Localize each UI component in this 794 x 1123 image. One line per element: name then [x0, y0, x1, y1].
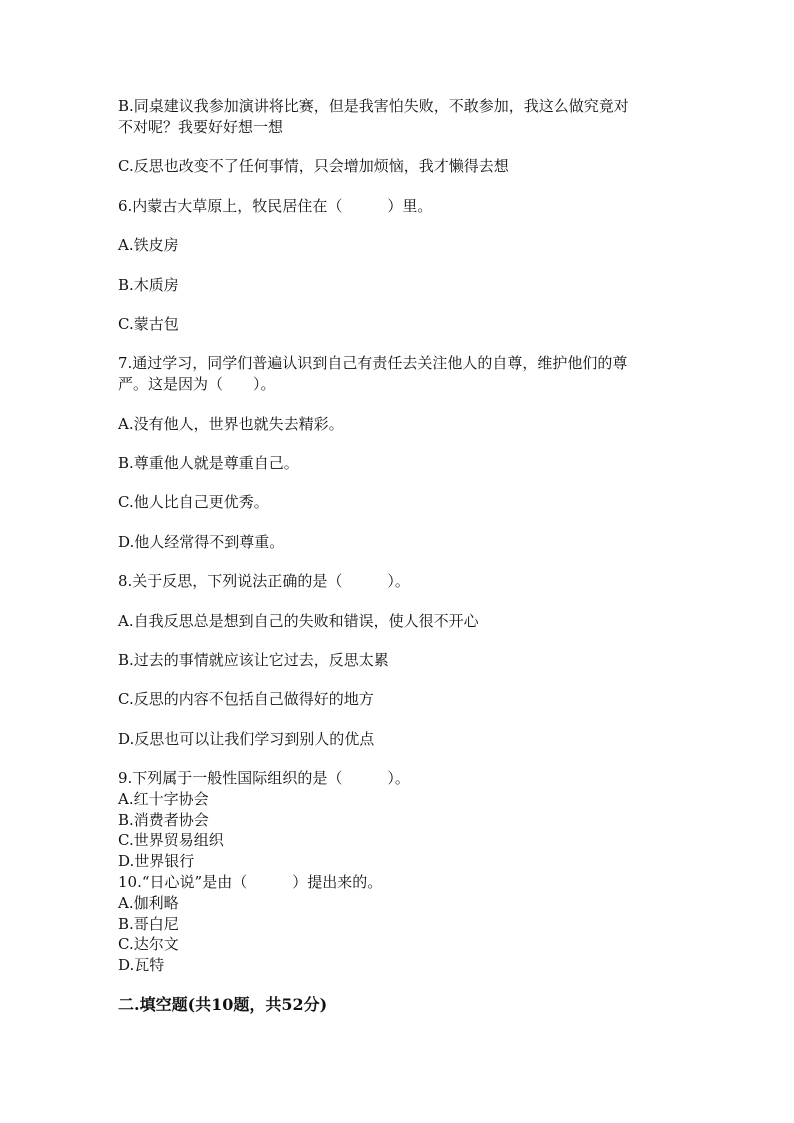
q7-option-b: B.尊重他人就是尊重自己。	[118, 454, 299, 472]
section-heading-fill-in: 二.填空题(共10题，共52分)	[118, 995, 328, 1014]
q6-option-b: B.木质房	[118, 276, 179, 294]
q8-option-c: C.反思的内容不包括自己做得好的地方	[118, 690, 374, 708]
q9-option-a: A.红十字协会	[118, 790, 209, 808]
q5-option-b-line2: 不对呢？我要好好想一想	[118, 118, 284, 136]
q8-question: 8.关于反思，下列说法正确的是（ ）。	[118, 572, 410, 590]
q10-option-b: B.哥白尼	[118, 915, 179, 933]
q6-question: 6.内蒙古大草原上，牧民居住在（ ）里。	[118, 197, 433, 215]
q8-option-b: B.过去的事情就应该让它过去，反思太累	[118, 651, 389, 669]
q7-question-line2: 严。这是因为（ ）。	[118, 375, 276, 393]
q10-question: 10.“日心说”是由（ ）提出来的。	[118, 873, 383, 891]
q10-option-c: C.达尔文	[118, 935, 179, 953]
q5-option-b-line1: B.同桌建议我参加演讲将比赛，但是我害怕失败，不敢参加，我这么做究竟对	[118, 97, 629, 115]
q9-option-c: C.世界贸易组织	[118, 831, 224, 849]
q10-option-a: A.伽利略	[118, 894, 179, 912]
q6-option-a: A.铁皮房	[118, 236, 179, 254]
q7-option-c: C.他人比自己更优秀。	[118, 493, 269, 511]
q5-option-c: C.反思也改变不了任何事情，只会增加烦恼，我才懒得去想	[118, 157, 509, 175]
q7-option-d: D.他人经常得不到尊重。	[118, 533, 285, 551]
q9-option-b: B.消费者协会	[118, 811, 209, 829]
q9-option-d: D.世界银行	[118, 852, 195, 870]
q7-option-a: A.没有他人，世界也就失去精彩。	[118, 415, 344, 433]
q9-question: 9.下列属于一般性国际组织的是（ ）。	[118, 769, 410, 787]
q10-option-d: D.瓦特	[118, 956, 165, 974]
q6-option-c: C.蒙古包	[118, 315, 179, 333]
q8-option-a: A.自我反思总是想到自己的失败和错误，使人很不开心	[118, 612, 479, 630]
q7-question-line1: 7.通过学习，同学们普遍认识到自己有责任去关注他人的自尊，维护他们的尊	[118, 354, 628, 372]
q8-option-d: D.反思也可以让我们学习到别人的优点	[118, 730, 375, 748]
